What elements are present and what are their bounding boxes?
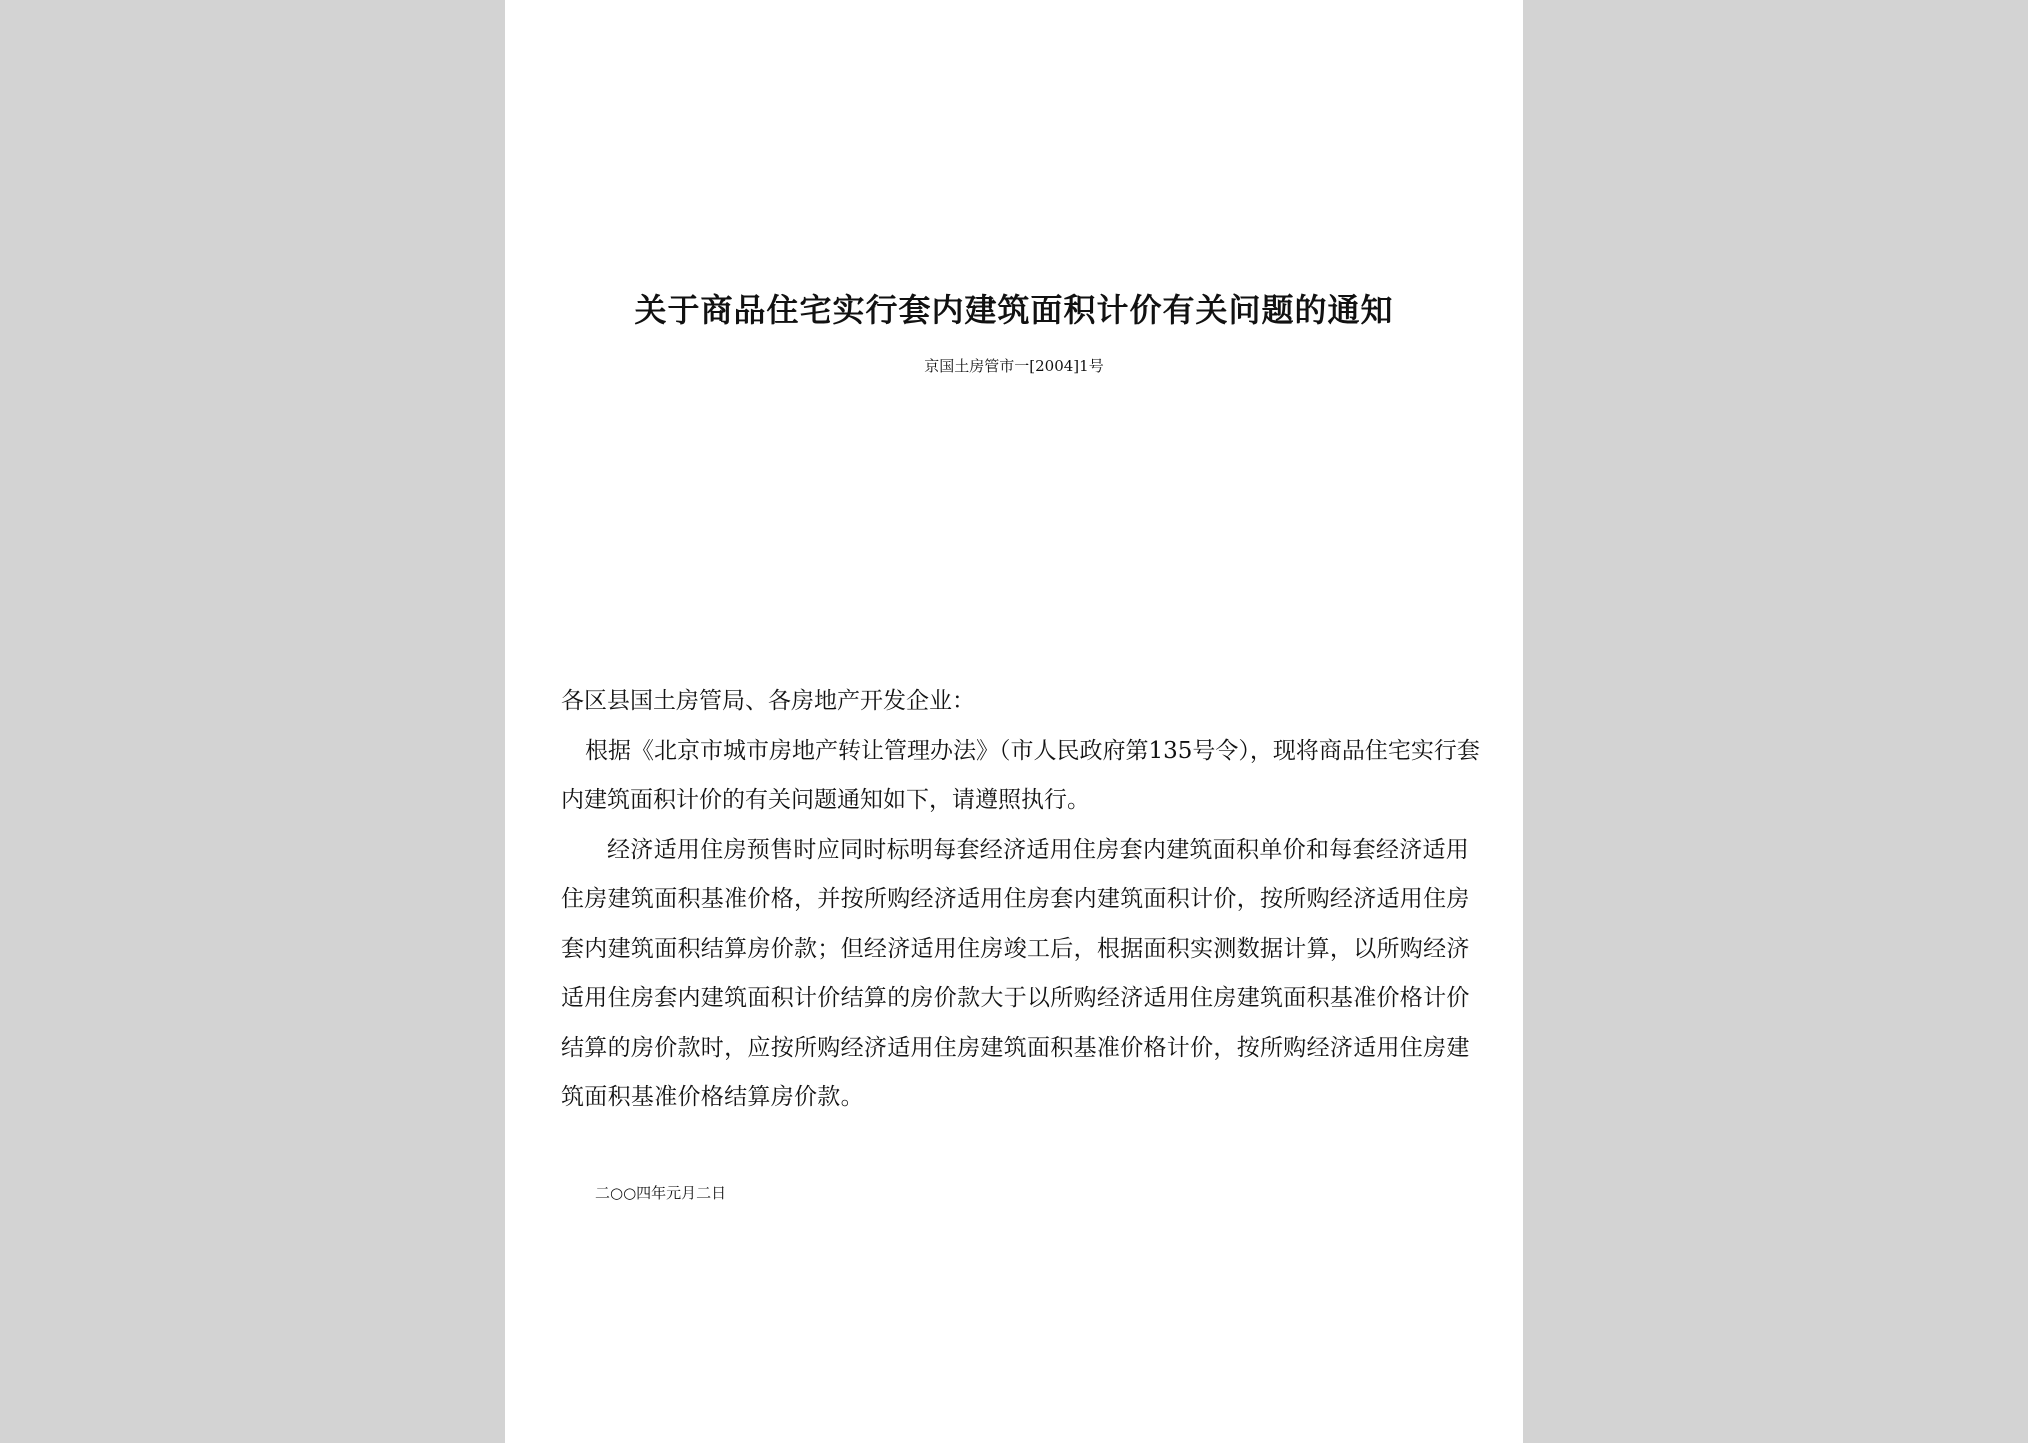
document-title: 关于商品住宅实行套内建筑面积计价有关问题的通知 bbox=[634, 291, 1394, 329]
document-page bbox=[505, 0, 1523, 1443]
document-number: 京国土房管市一[2004]1号 bbox=[924, 357, 1104, 375]
paragraph-1: 根据《北京市城市房地产转让管理办法》（市人民政府第135号令），现将商品住宅实行套内建筑面积计价的有关问题通知如下，请遵照执行。 bbox=[561, 737, 1480, 813]
document-body bbox=[561, 677, 1481, 1123]
salutation: 各区县国土房管局、各房地产开发企业： bbox=[561, 688, 975, 714]
paragraph-2: 经济适用住房预售时应同时标明每套经济适用住房套内建筑面积单价和每套经济适用住房建筑面积基准价格，并按所购经济适用住房套内建筑面积计价，按所购经济适用住房套内建筑面积结算房价款；但经济适用住房竣工后，根据面积实测数据计算，以所购经济适用住房套内建筑面积计价结算的房价款大于以所购经济适用住房建筑面积基准价格计价结算的房价款时，应按所购经济适用住房建筑面积基准价格计价，按所购经济适用住房建筑面积基准价格结算房价款。 bbox=[561, 836, 1470, 1110]
document-date: 二○○四年元月二日 bbox=[595, 1184, 727, 1202]
